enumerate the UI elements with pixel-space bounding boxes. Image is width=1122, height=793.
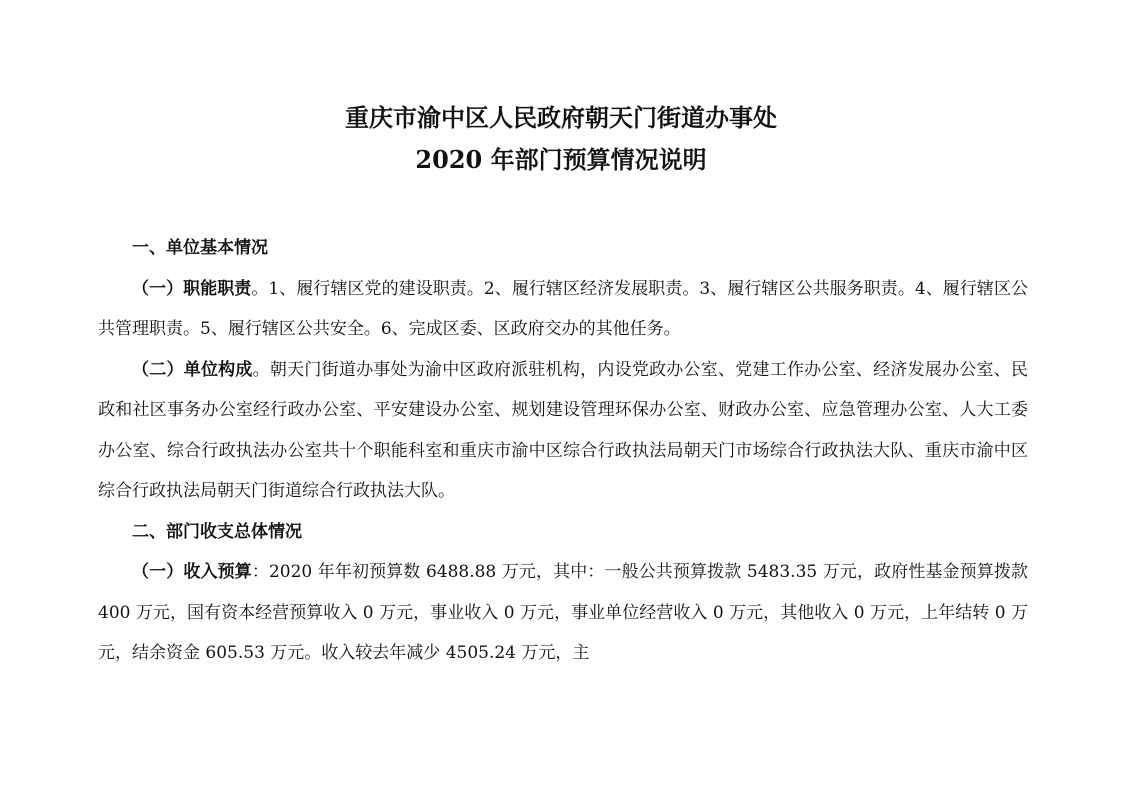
- paragraph-text-income-budget: ：2020 年年初预算数 6488.88 万元，其中：一般公共预算拨款 5483.35 万元，政府性基金预算拨款 400 万元，国有资本经营预算收入 0 万元，事业收入 0 万元，事业单位经营收入 0 万元，其他收入 0 万元，上年结转 0 万元，结余资金 605.53 万元。收入较去年减少 4505.24 万元，主: [98, 562, 1029, 663]
- paragraph-duties: [98, 269, 1028, 350]
- document-body: [98, 228, 1028, 674]
- document-title-line2: 2020 年部门预算情况说明: [415, 145, 707, 174]
- paragraph-composition: [98, 350, 1028, 512]
- section-heading-basic-info: 一、单位基本情况: [132, 238, 268, 258]
- paragraph-lead-duties: （一）职能职责: [132, 278, 252, 299]
- document-title-line1: 重庆市渝中区人民政府朝天门街道办事处: [345, 103, 777, 132]
- paragraph-text-composition: 。朝天门街道办事处为渝中区政府派驻机构，内设党政办公室、党建工作办公室、经济发展办公室、民政和社区事务办公室经行政办公室、平安建设办公室、规划建设管理环保办公室、财政办公室、应急管理办公室、人大工委办公室、综合行政执法办公室共十个职能科室和重庆市渝中区综合行政执法局朝天门市场综合行政执法大队、重庆市渝中区综合行政执法局朝天门街道综合行政执法大队。: [98, 359, 1029, 501]
- paragraph-text-duties: 。1、履行辖区党的建设职责。2、履行辖区经济发展职责。3、履行辖区公共服务职责。4、履行辖区公共管理职责。5、履行辖区公共安全。6、完成区委、区政府交办的其他任务。: [98, 278, 1029, 339]
- paragraph-lead-composition: （二）单位构成: [132, 359, 253, 380]
- paragraph-income-budget: [98, 552, 1028, 674]
- section-heading-budget-overview: 二、部门收支总体情况: [132, 521, 302, 542]
- paragraph-lead-income-budget: （一）收入预算: [132, 562, 252, 582]
